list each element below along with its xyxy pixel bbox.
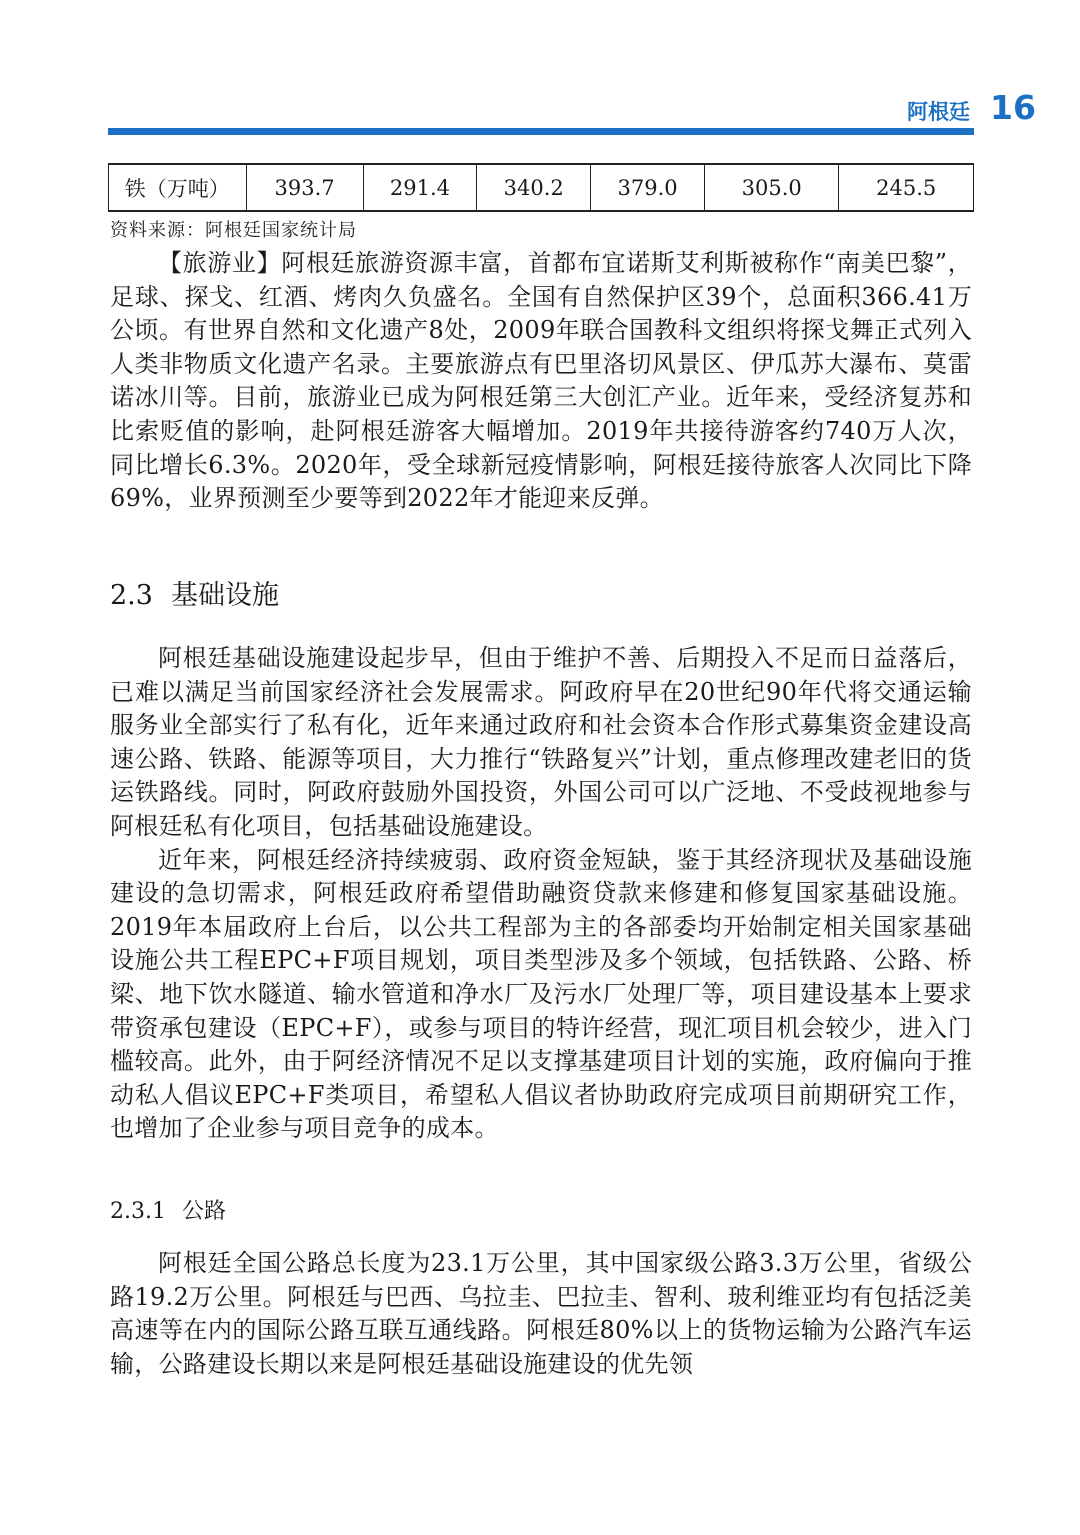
- page-number: 16: [990, 88, 1036, 127]
- subsection-number: 2.3.1: [110, 1199, 166, 1224]
- table-cell: 379.0: [591, 164, 705, 211]
- table-row: [109, 164, 974, 211]
- header-country: 阿根廷: [907, 100, 970, 124]
- header-rule: [108, 128, 974, 135]
- subsection-paragraph: 阿根廷全国公路总长度为23.1万公里，其中国家级公路3.3万公里，省级公路19.2万公里。阿根廷与巴西、乌拉圭、巴拉圭、智利、玻利维亚均有包括泛美高速等在内的国际公路互联互通线路。阿根廷80%以上的货物运输为公路汽车运输，公路建设长期以来是阿根廷基础设施建设的优先领: [110, 1249, 972, 1378]
- subsection-title: 公路: [181, 1199, 226, 1224]
- table-source: 资料来源：阿根廷国家统计局: [110, 220, 357, 241]
- subsection-heading: [110, 1197, 226, 1227]
- table-cell: 305.0: [704, 164, 839, 211]
- section-heading: [110, 578, 279, 614]
- section-title: 基础设施: [170, 580, 279, 611]
- table-cell: 245.5: [839, 164, 974, 211]
- running-header: [108, 86, 974, 132]
- table-cell: 340.2: [477, 164, 591, 211]
- data-table: [108, 163, 974, 212]
- subsection-body: [110, 1247, 972, 1381]
- tourism-paragraph: 【旅游业】阿根廷旅游资源丰富，首都布宜诺斯艾利斯被称作“南美巴黎”，足球、探戈、红酒、烤肉久负盛名。全国有自然保护区39个，总面积366.41万公顷。有世界自然和文化遗产8处，2009年联合国教科文组织将探戈舞正式列入人类非物质文化遗产名录。主要旅游点有巴里洛切风景区、伊瓜苏大瀑布、莫雷诺冰川等。目前，旅游业已成为阿根廷第三大创汇产业。近年来，受经济复苏和比索贬值的影响，赴阿根廷游客大幅增加。2019年共接待游客约740万人次，同比增长6.3%。2020年，受全球新冠疫情影响，阿根廷接待旅客人次同比下降69%，业界预测至少要等到2022年才能迎来反弹。: [110, 249, 972, 513]
- table-cell: 291.4: [363, 164, 477, 211]
- tourism-section: [110, 247, 972, 516]
- table-row-label: 铁（万吨）: [109, 164, 247, 211]
- table-cell: 393.7: [246, 164, 363, 211]
- section-number: 2.3: [110, 580, 153, 611]
- section-body: [110, 642, 972, 1146]
- section-paragraph: 近年来，阿根廷经济持续疲弱、政府资金短缺，鉴于其经济现状及基础设施建设的急切需求，阿根廷政府希望借助融资贷款来修建和修复国家基础设施。2019年本届政府上台后，以公共工程部为主的各部委均开始制定相关国家基础设施公共工程EPC+F项目规划，项目类型涉及多个领域，包括铁路、公路、桥梁、地下饮水隧道、输水管道和净水厂及污水厂处理厂等，项目建设基本上要求带资承包建设（EPC+F），或参与项目的特许经营，现汇项目机会较少，进入门槛较高。此外，由于阿经济情况不足以支撑基建项目计划的实施，政府偏向于推动私人倡议EPC+F类项目，希望私人倡议者协助政府完成项目前期研究工作，也增加了企业参与项目竞争的成本。: [110, 845, 972, 1143]
- section-paragraph: 阿根廷基础设施建设起步早，但由于维护不善、后期投入不足而日益落后，已难以满足当前国家经济社会发展需求。阿政府早在20世纪90年代将交通运输服务业全部实行了私有化，近年来通过政府和社会资本合作形式募集资金建设高速公路、铁路、能源等项目，大力推行“铁路复兴”计划，重点修理改建老旧的货运铁路线。同时，阿政府鼓励外国投资，外国公司可以广泛地、不受歧视地参与阿根廷私有化项目，包括基础设施建设。: [110, 644, 972, 840]
